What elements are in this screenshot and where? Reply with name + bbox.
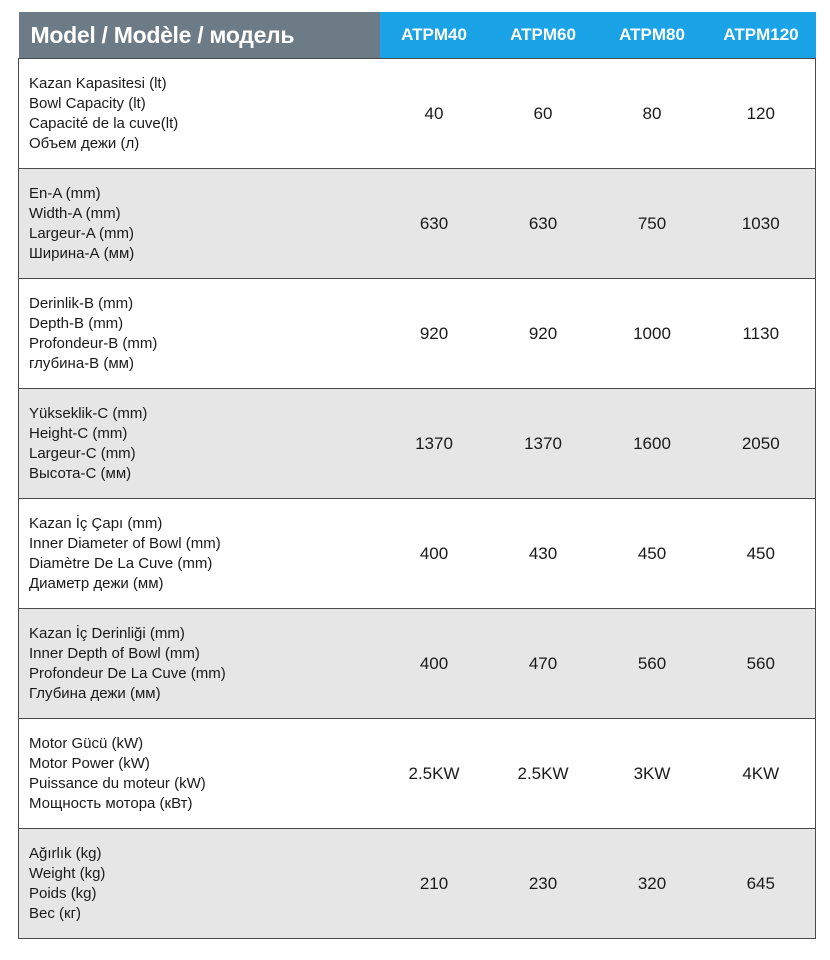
label-fr: Profondeur-B (mm) bbox=[29, 334, 158, 352]
row-label bbox=[19, 499, 380, 609]
spec-table bbox=[18, 12, 816, 939]
label-fr: Poids (kg) bbox=[29, 884, 97, 902]
row-label bbox=[19, 169, 380, 279]
value-atpm80: 3KW bbox=[598, 719, 707, 829]
row-motor-power bbox=[19, 719, 816, 829]
value-atpm40: 400 bbox=[380, 499, 489, 609]
row-height bbox=[19, 389, 816, 499]
label-tr: Motor Gücü (kW) bbox=[29, 734, 144, 752]
label-fr: Largeur-C (mm) bbox=[29, 444, 136, 462]
row-depth bbox=[19, 279, 816, 389]
label-en: Depth-B (mm) bbox=[29, 314, 124, 332]
label-ru: Ширина-А (мм) bbox=[29, 244, 135, 262]
row-inner-depth bbox=[19, 609, 816, 719]
value-atpm40: 630 bbox=[380, 169, 489, 279]
value-atpm80: 1600 bbox=[598, 389, 707, 499]
label-tr: Yükseklik-C (mm) bbox=[29, 404, 148, 422]
label-en: Motor Power (kW) bbox=[29, 754, 150, 772]
value-atpm80: 450 bbox=[598, 499, 707, 609]
label-fr: Diamètre De La Cuve (mm) bbox=[29, 554, 213, 572]
label-tr: Derinlik-B (mm) bbox=[29, 294, 134, 312]
header-model-atpm120: ATPM120 bbox=[707, 12, 816, 59]
row-label bbox=[19, 279, 380, 389]
label-tr: Kazan İç Derinliği (mm) bbox=[29, 624, 185, 642]
value-atpm120: 645 bbox=[707, 829, 816, 939]
value-atpm60: 2.5KW bbox=[489, 719, 598, 829]
label-ru: Вес (кг) bbox=[29, 904, 82, 922]
header-row bbox=[19, 12, 816, 59]
value-atpm120: 4KW bbox=[707, 719, 816, 829]
value-atpm120: 450 bbox=[707, 499, 816, 609]
label-en: Inner Diameter of Bowl (mm) bbox=[29, 534, 221, 552]
header-model-atpm40: ATPM40 bbox=[380, 12, 489, 59]
value-atpm120: 2050 bbox=[707, 389, 816, 499]
value-atpm60: 430 bbox=[489, 499, 598, 609]
row-bowl-capacity bbox=[19, 59, 816, 169]
value-atpm120: 120 bbox=[707, 59, 816, 169]
label-ru: Высота-С (мм) bbox=[29, 464, 132, 482]
label-ru: Диаметр дежи (мм) bbox=[29, 574, 164, 592]
value-atpm120: 560 bbox=[707, 609, 816, 719]
label-ru: глубина-В (мм) bbox=[29, 354, 134, 372]
label-fr: Largeur-A (mm) bbox=[29, 224, 135, 242]
value-atpm60: 1370 bbox=[489, 389, 598, 499]
label-en: Height-C (mm) bbox=[29, 424, 128, 442]
value-atpm40: 400 bbox=[380, 609, 489, 719]
label-ru: Глубина дежи (мм) bbox=[29, 684, 161, 702]
value-atpm80: 80 bbox=[598, 59, 707, 169]
row-label bbox=[19, 389, 380, 499]
label-en: Width-A (mm) bbox=[29, 204, 121, 222]
value-atpm40: 920 bbox=[380, 279, 489, 389]
row-width bbox=[19, 169, 816, 279]
label-fr: Capacité de la cuve(lt) bbox=[29, 114, 179, 132]
value-atpm120: 1030 bbox=[707, 169, 816, 279]
row-label bbox=[19, 609, 380, 719]
value-atpm120: 1130 bbox=[707, 279, 816, 389]
label-fr: Profondeur De La Cuve (mm) bbox=[29, 664, 226, 682]
row-weight bbox=[19, 829, 816, 939]
header-model-atpm60: ATPM60 bbox=[489, 12, 598, 59]
row-inner-diameter bbox=[19, 499, 816, 609]
label-tr: Kazan Kapasitesi (lt) bbox=[29, 74, 167, 92]
header-model-atpm80: ATPM80 bbox=[598, 12, 707, 59]
value-atpm40: 2.5KW bbox=[380, 719, 489, 829]
label-tr: Ağırlık (kg) bbox=[29, 844, 102, 862]
label-ru: Мощность мотора (кВт) bbox=[29, 794, 193, 812]
row-label bbox=[19, 59, 380, 169]
value-atpm80: 320 bbox=[598, 829, 707, 939]
label-tr: En-A (mm) bbox=[29, 184, 101, 202]
value-atpm40: 40 bbox=[380, 59, 489, 169]
value-atpm60: 230 bbox=[489, 829, 598, 939]
value-atpm80: 560 bbox=[598, 609, 707, 719]
value-atpm60: 920 bbox=[489, 279, 598, 389]
value-atpm60: 60 bbox=[489, 59, 598, 169]
label-ru: Объем дежи (л) bbox=[29, 134, 140, 152]
row-label bbox=[19, 829, 380, 939]
value-atpm60: 470 bbox=[489, 609, 598, 719]
label-fr: Puissance du moteur (kW) bbox=[29, 774, 206, 792]
label-en: Bowl Capacity (lt) bbox=[29, 94, 146, 112]
row-label bbox=[19, 719, 380, 829]
value-atpm60: 630 bbox=[489, 169, 598, 279]
value-atpm80: 750 bbox=[598, 169, 707, 279]
label-en: Inner Depth of Bowl (mm) bbox=[29, 644, 200, 662]
value-atpm40: 1370 bbox=[380, 389, 489, 499]
value-atpm40: 210 bbox=[380, 829, 489, 939]
label-en: Weight (kg) bbox=[29, 864, 106, 882]
label-tr: Kazan İç Çapı (mm) bbox=[29, 514, 163, 532]
header-model-label: Model / Modèle / модель bbox=[19, 12, 380, 59]
value-atpm80: 1000 bbox=[598, 279, 707, 389]
